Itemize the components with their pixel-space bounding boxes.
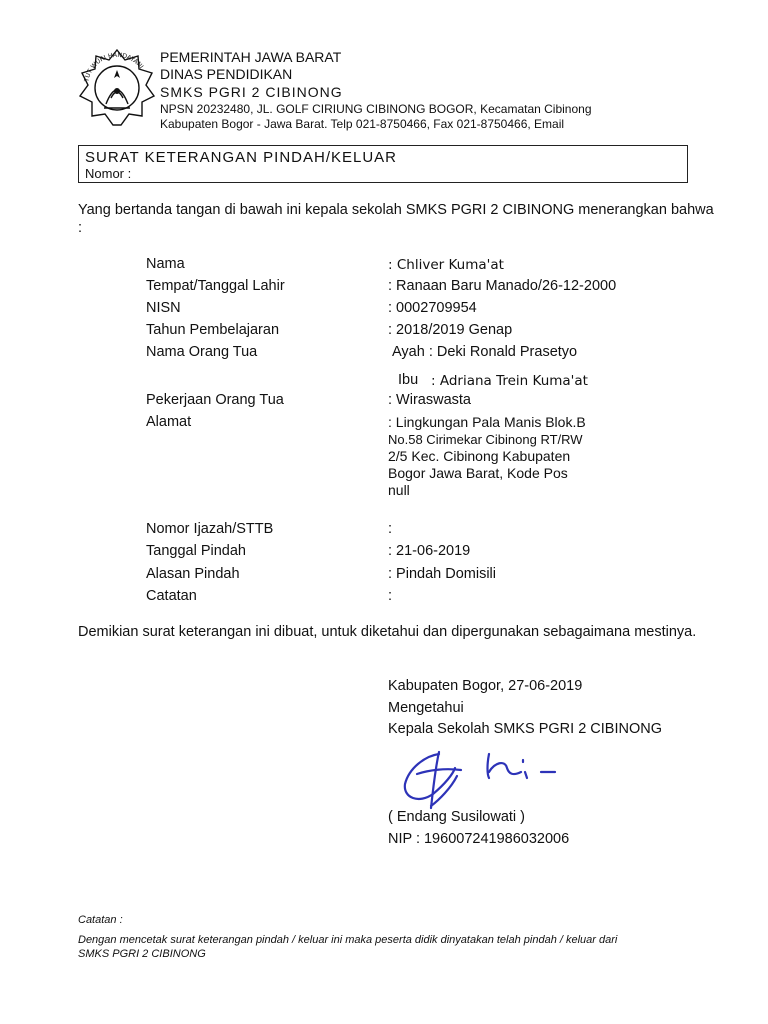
field-value-nama: : Chliver Kuma'at bbox=[388, 257, 504, 273]
document-number: Nomor : bbox=[85, 166, 132, 181]
field-value-alamat bbox=[388, 414, 586, 499]
document-title: SURAT KETERANGAN PINDAH/KELUAR bbox=[85, 149, 398, 166]
footnote-label: Catatan : bbox=[78, 914, 123, 926]
alamat-line: Bogor Jawa Barat, Kode Pos bbox=[388, 465, 568, 481]
field-value-pekerjaan: : Wiraswasta bbox=[388, 392, 471, 408]
signature-name: ( Endang Susilowati ) bbox=[388, 809, 526, 825]
signature-acknowledge: Mengetahui bbox=[388, 700, 464, 716]
closing-paragraph: Demikian surat keterangan ini dibuat, untuk diketahui dan dipergunakan sebagaimana mestinya. bbox=[78, 624, 697, 640]
field-value-ijazah: : bbox=[388, 521, 393, 537]
header-address-line2: Kabupaten Bogor - Jawa Barat. Telp 021-8750466, Fax 021-8750466, Email bbox=[160, 117, 565, 131]
field-value-ttl: : Ranaan Baru Manado/26-12-2000 bbox=[388, 278, 617, 294]
signature-nip: NIP : 196007241986032006 bbox=[388, 831, 570, 847]
field-label-alamat: Alamat bbox=[146, 414, 192, 430]
field-label-pekerjaan: Pekerjaan Orang Tua bbox=[146, 392, 284, 408]
field-value-nisn: : 0002709954 bbox=[388, 300, 477, 316]
field-value-catatan: : bbox=[388, 588, 393, 604]
footnote-line1: Dengan mencetak surat keterangan pindah / keluar ini maka peserta didik dinyatakan telah pindah / keluar dari bbox=[78, 934, 618, 946]
alamat-line: No.58 Cirimekar Cibinong RT/RW bbox=[388, 432, 583, 447]
field-label-ttl: Tempat/Tanggal Lahir bbox=[146, 278, 285, 294]
header-department: DINAS PENDIDIKAN bbox=[160, 66, 293, 82]
field-label-alasan: Alasan Pindah bbox=[146, 566, 240, 582]
footnote-line2: SMKS PGRI 2 CIBINONG bbox=[78, 948, 206, 960]
field-label-ijazah: Nomor Ijazah/STTB bbox=[146, 521, 274, 537]
intro-paragraph: Yang bertanda tangan di bawah ini kepala sekolah SMKS PGRI 2 CIBINONG menerangkan bahwa : bbox=[78, 202, 714, 236]
field-label-orangtua: Nama Orang Tua bbox=[146, 344, 258, 360]
signature-place-date: Kabupaten Bogor, 27-06-2019 bbox=[388, 678, 583, 694]
alamat-line: : Lingkungan Pala Manis Blok.B bbox=[388, 414, 586, 430]
field-value-tanggal-pindah: : 21-06-2019 bbox=[388, 543, 471, 559]
field-value-tahun: : 2018/2019 Genap bbox=[388, 322, 513, 338]
field-label-ibu: Ibu bbox=[398, 372, 419, 388]
field-label-nisn: NISN bbox=[146, 300, 181, 316]
field-label-catatan: Catatan bbox=[146, 588, 197, 604]
field-label-nama: Nama bbox=[146, 256, 185, 272]
document-title-box bbox=[78, 145, 688, 183]
header-school-name: SMKS PGRI 2 CIBINONG bbox=[160, 84, 343, 100]
header-address-line1: NPSN 20232480, JL. GOLF CIRIUNG CIBINONG BOGOR, Kecamatan Cibinong bbox=[160, 102, 592, 116]
alamat-line: 2/5 Kec. Cibinong Kabupaten bbox=[388, 448, 571, 464]
alamat-line: null bbox=[388, 482, 410, 498]
field-label-tanggal-pindah: Tanggal Pindah bbox=[146, 543, 246, 559]
svg-text:TUT WURI HANDAYANI: TUT WURI HANDAYANI bbox=[83, 51, 145, 83]
field-value-alasan: : Pindah Domisili bbox=[388, 566, 496, 582]
field-label-tahun: Tahun Pembelajaran bbox=[146, 322, 280, 338]
field-value-ayah: Ayah : Deki Ronald Prasetyo bbox=[392, 344, 578, 360]
school-logo bbox=[76, 46, 158, 128]
header-government: PEMERINTAH JAWA BARAT bbox=[160, 49, 342, 65]
signature-position: Kepala Sekolah SMKS PGRI 2 CIBINONG bbox=[388, 721, 662, 737]
field-value-ibu: : Adriana Trein Kuma'at bbox=[431, 373, 588, 389]
